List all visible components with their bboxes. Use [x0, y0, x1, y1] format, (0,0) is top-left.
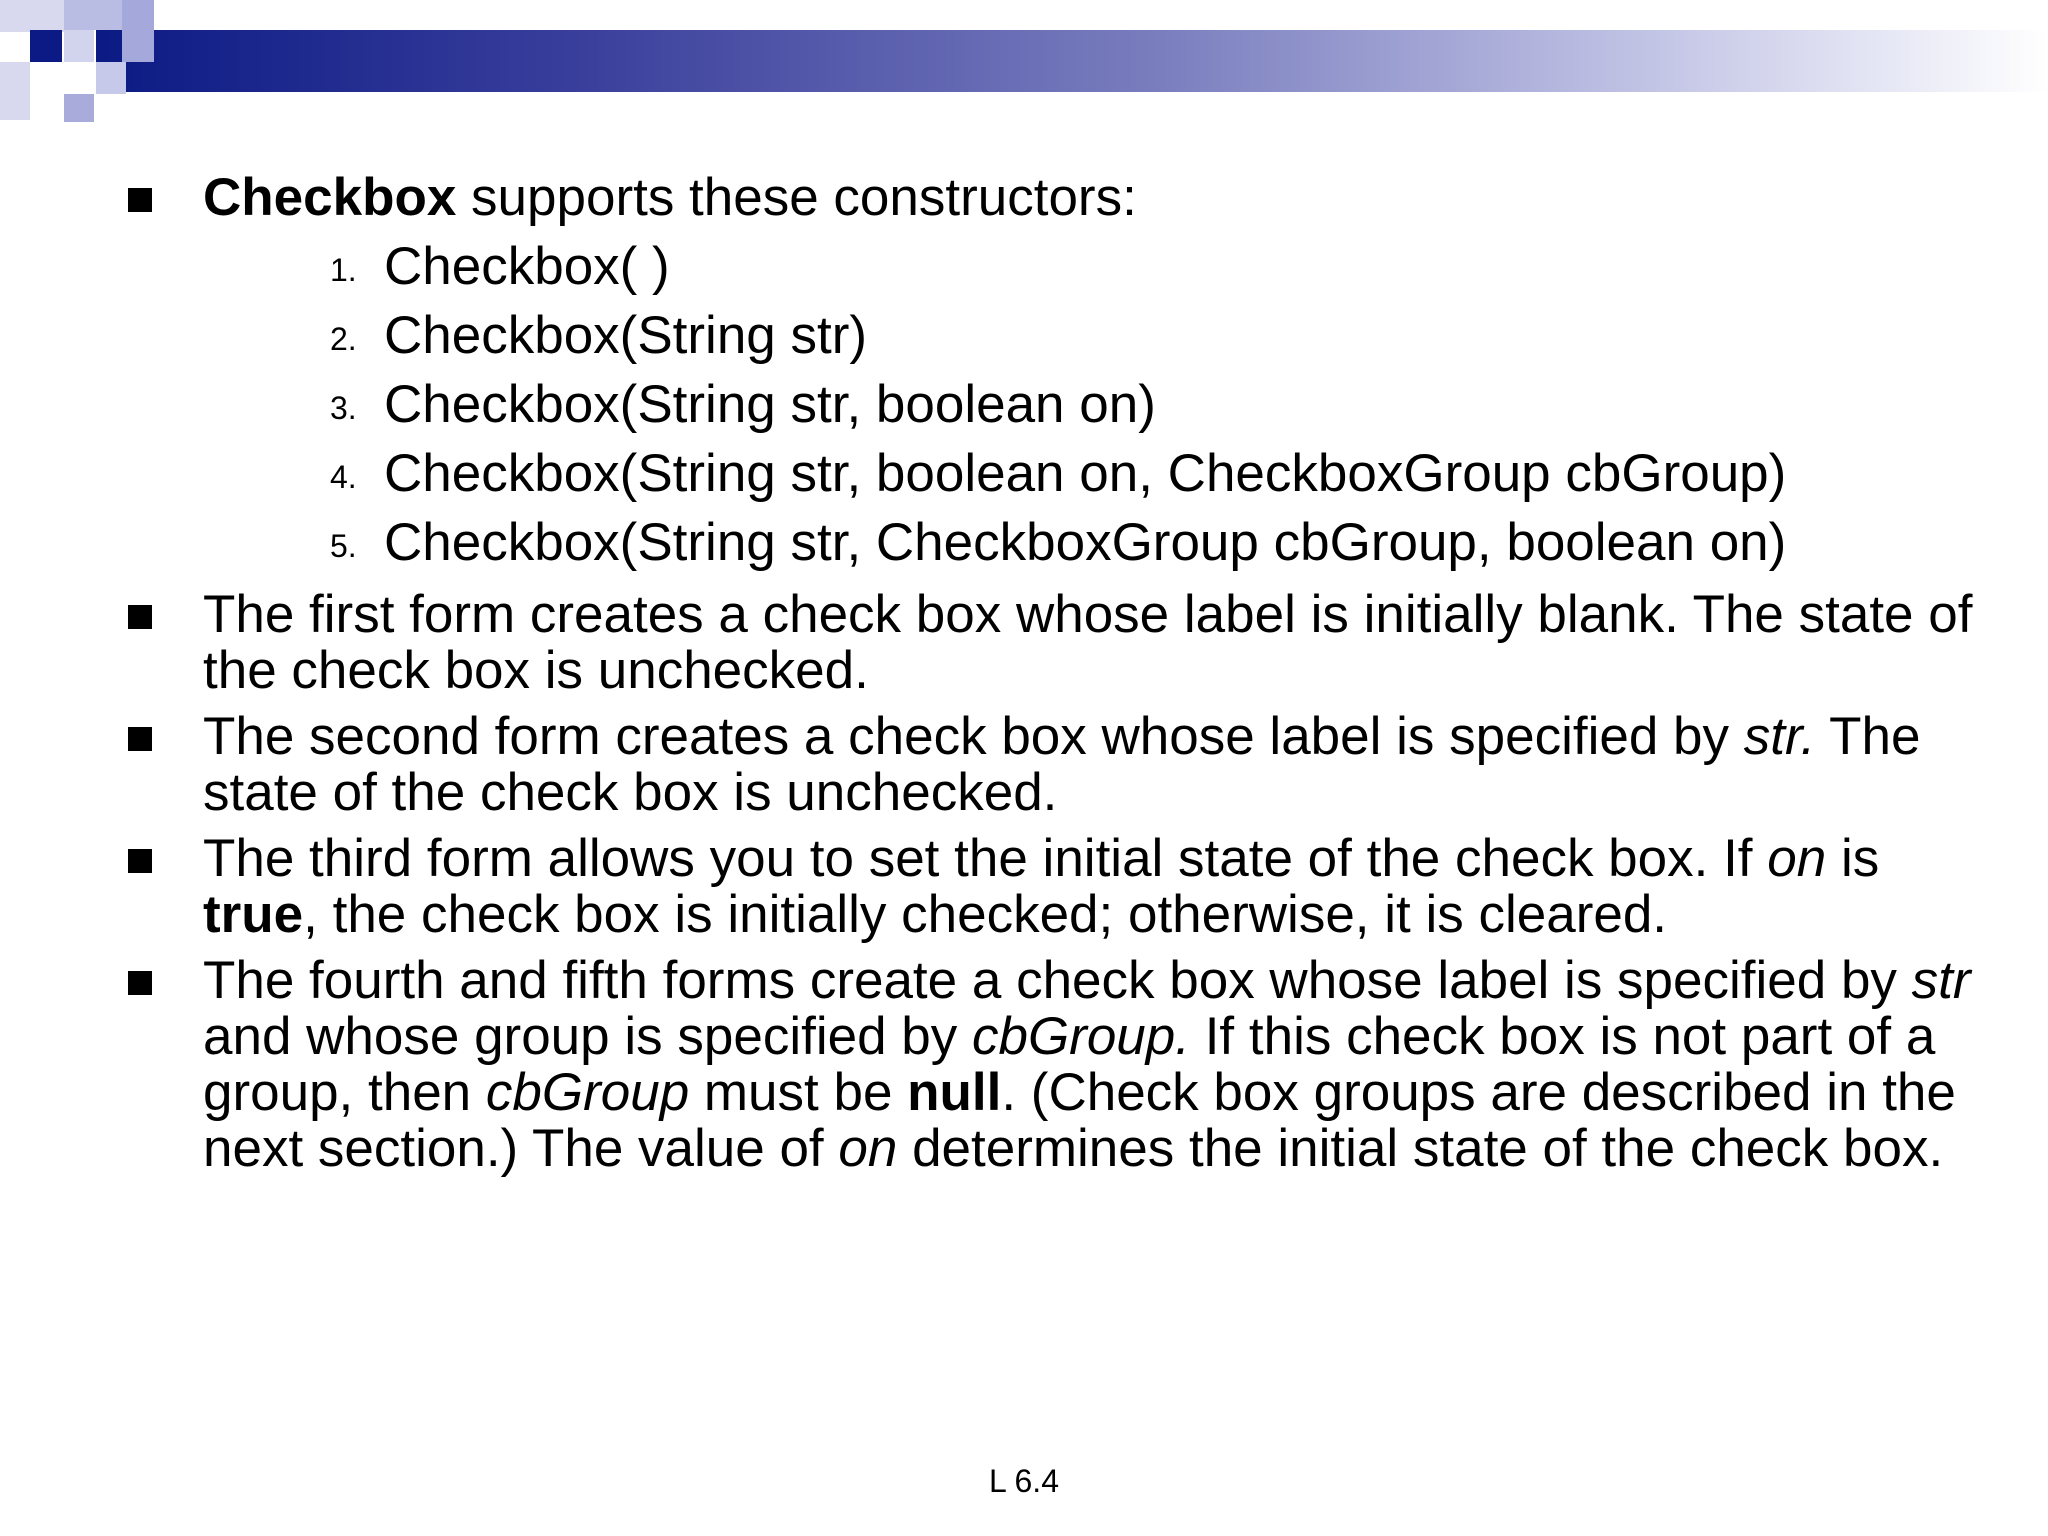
- bold-text: Checkbox: [203, 168, 457, 227]
- square-bullet-icon: [128, 849, 152, 873]
- square-bullet-icon: [128, 605, 152, 629]
- text-run: The third form allows you to set the initial state of the check box. If: [203, 829, 1768, 888]
- bold-text: null: [907, 1063, 1002, 1122]
- constructor-text: Checkbox( ): [384, 237, 670, 296]
- list-item: [0, 370, 2048, 439]
- constructor-list: [0, 232, 2048, 577]
- list-number: 4.: [330, 459, 357, 495]
- italic-text: on: [838, 1119, 898, 1178]
- header-decor-square: [64, 94, 94, 122]
- text-run: , the check box is initially checked; otherwise, it is cleared.: [303, 885, 1668, 944]
- text-run: must be: [689, 1063, 908, 1122]
- list-number: 5.: [330, 528, 357, 564]
- bullet-text: [203, 951, 1971, 1178]
- text-run: The state of the check box is unchecked.: [203, 707, 1921, 822]
- header-decor-square: [64, 30, 94, 62]
- constructor-text: Checkbox(String str, CheckboxGroup cbGroup, boolean on): [384, 513, 1787, 572]
- text-run: determines the initial state of the check box.: [897, 1119, 1944, 1178]
- bullet-item: [0, 831, 2048, 943]
- square-bullet-icon: [128, 727, 152, 751]
- header-gradient-bar: [96, 30, 2048, 92]
- slide-body: [0, 170, 2048, 1177]
- square-bullet-icon: [128, 188, 152, 212]
- bullet-text: [203, 168, 1137, 227]
- header-decor-square: [0, 62, 30, 120]
- italic-text: cbGroup: [485, 1063, 690, 1122]
- constructor-text: Checkbox(String str, boolean on): [384, 375, 1156, 434]
- bullet-item: [0, 953, 2048, 1177]
- italic-text: str.: [1743, 707, 1816, 766]
- header-decor-square: [0, 0, 64, 32]
- text-run: and whose group is specified by: [203, 1007, 972, 1066]
- text-run: The fourth and fifth forms create a check box whose label is specified by: [203, 951, 1912, 1010]
- text-run: The first form creates a check box whose label is initially blank. The state of the check box is unchecked.: [203, 585, 1973, 700]
- header-decor-square: [30, 30, 62, 62]
- italic-text: cbGroup.: [971, 1007, 1190, 1066]
- text-run: supports these constructors:: [456, 168, 1137, 227]
- constructor-text: Checkbox(String str, boolean on, CheckboxGroup cbGroup): [384, 444, 1787, 503]
- bullet-item: [0, 709, 2048, 821]
- italic-text: on: [1767, 829, 1827, 888]
- bullet-text: [203, 707, 1920, 822]
- text-run: . (Check box groups are described in the next section.) The value of: [203, 1063, 1956, 1178]
- list-item: [0, 439, 2048, 508]
- list-item: [0, 508, 2048, 577]
- bullet-text: [203, 829, 1879, 944]
- constructor-text: Checkbox(String str): [384, 306, 868, 365]
- slide-number: L 6.4: [989, 1463, 1059, 1499]
- italic-text: str: [1911, 951, 1971, 1010]
- text-run: The second form creates a check box whose label is specified by: [203, 707, 1744, 766]
- square-bullet-icon: [128, 971, 152, 995]
- bullet-text: [203, 585, 1972, 700]
- text-run: If this check box is not part of a group, then: [203, 1007, 1936, 1122]
- text-run: is: [1826, 829, 1880, 888]
- bullet-item: [0, 587, 2048, 699]
- list-number: 2.: [330, 321, 357, 357]
- list-item: [0, 232, 2048, 301]
- list-number: 3.: [330, 390, 357, 426]
- header-decor-square: [96, 62, 126, 94]
- header-decor-square: [122, 0, 154, 62]
- list-number: 1.: [330, 252, 357, 288]
- list-item: [0, 301, 2048, 370]
- bullet-item: [0, 170, 2048, 226]
- bold-text: true: [203, 885, 304, 944]
